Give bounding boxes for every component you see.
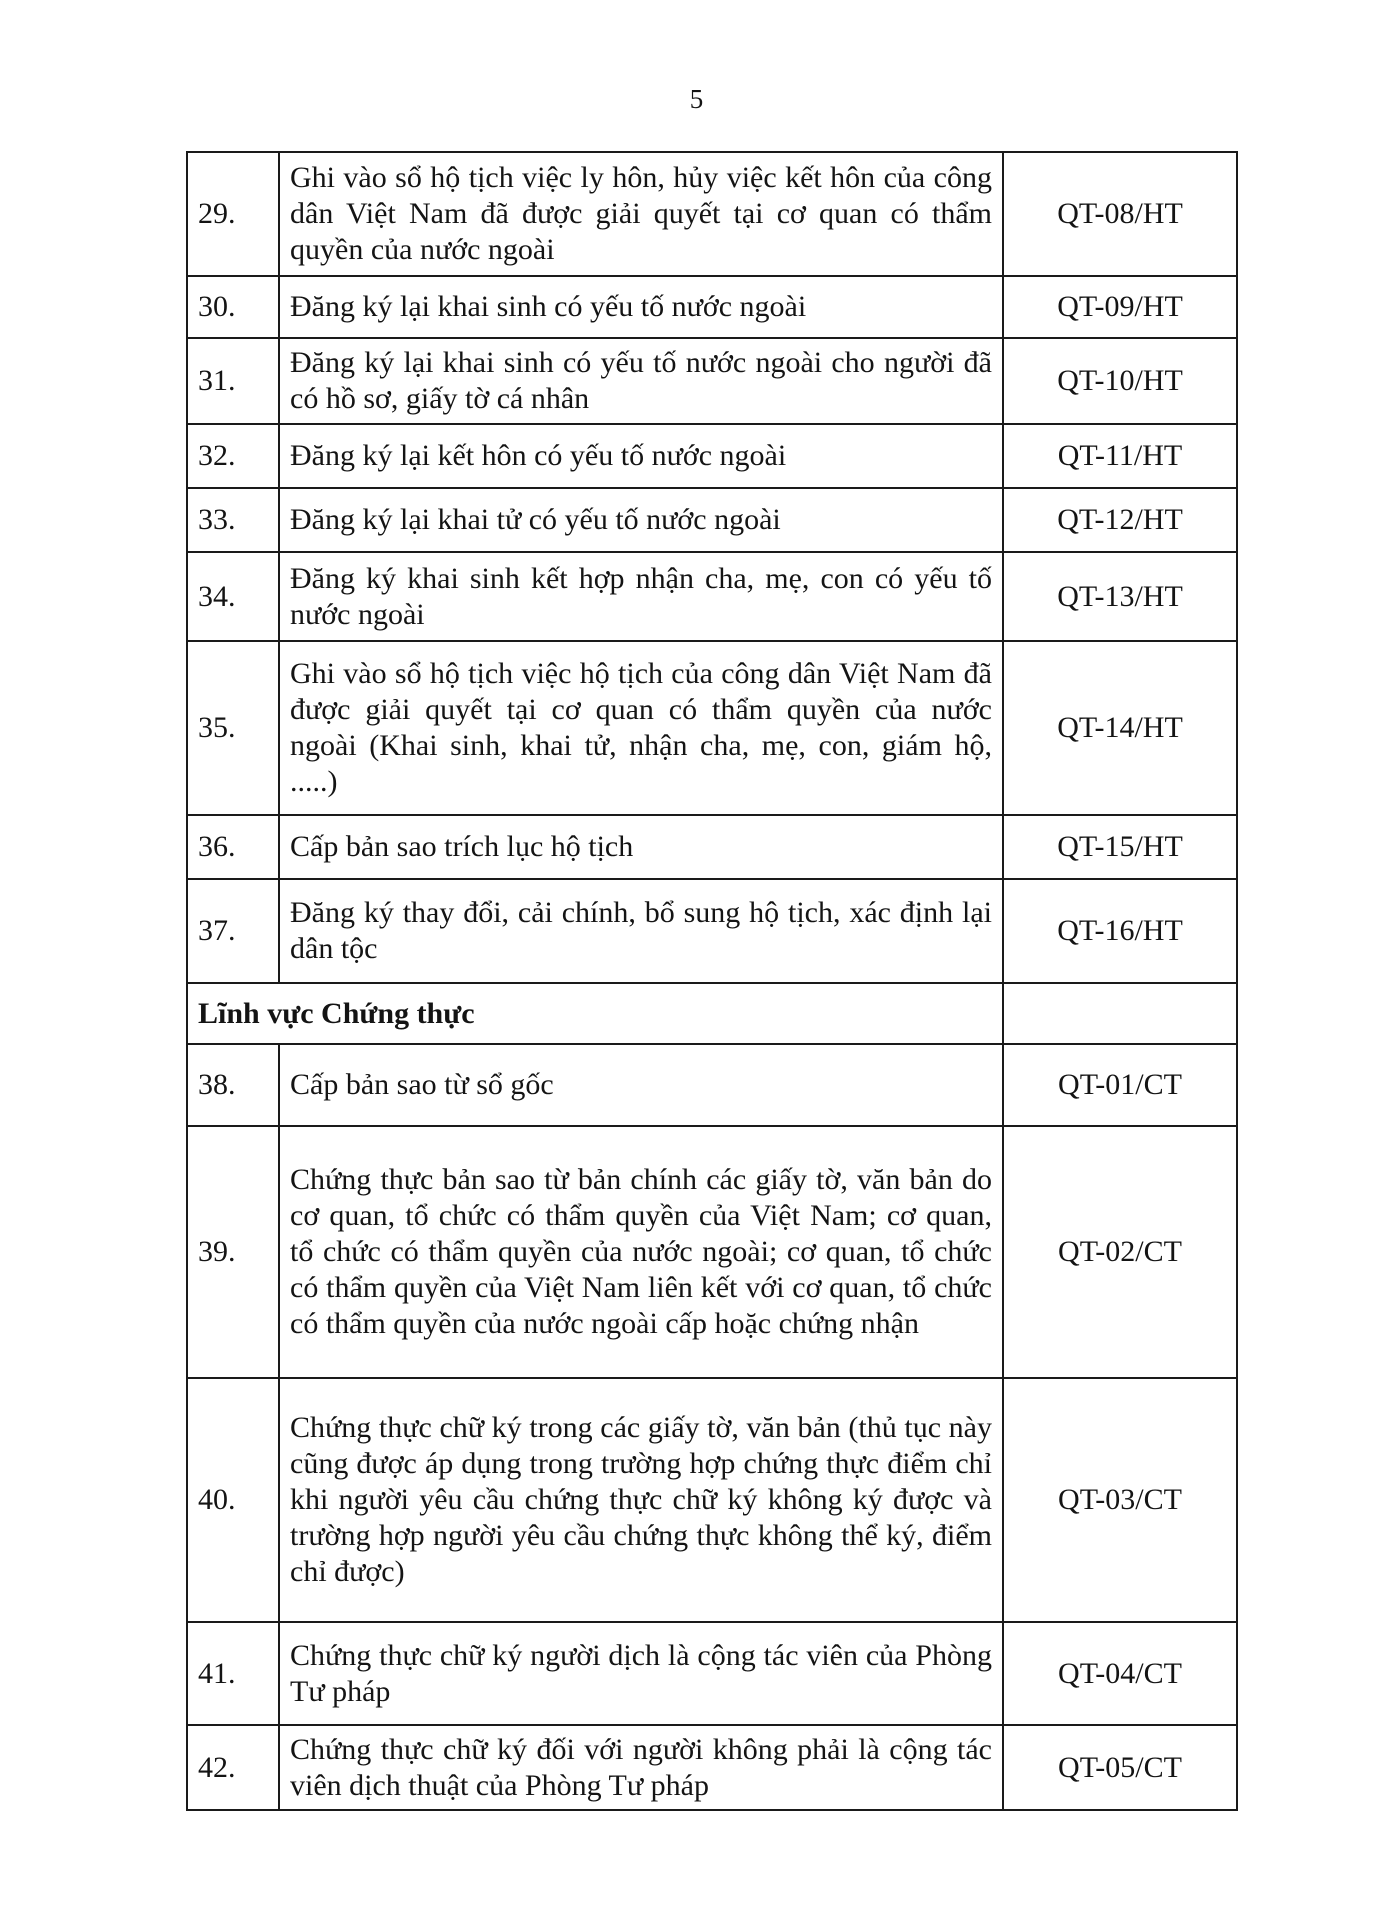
procedure-table [186, 151, 1238, 1811]
procedure-code: QT-15/HT [1003, 815, 1237, 879]
procedure-name: Chứng thực bản sao từ bản chính các giấy tờ, văn bản do cơ quan, tổ chức có thẩm quyền của Việt Nam; cơ quan, tổ chức có thẩm quyền của nước ngoài; cơ quan, tổ chức có thẩm quyền của Việt Nam liên kết với cơ quan, tổ chức có thẩm quyền của nước ngoài cấp hoặc chứng nhận [279, 1126, 1003, 1378]
table-row [187, 1126, 1237, 1378]
table-row [187, 1044, 1237, 1126]
procedure-name: Đăng ký lại kết hôn có yếu tố nước ngoài [279, 424, 1003, 488]
procedure-code: QT-16/HT [1003, 879, 1237, 983]
procedure-code: QT-04/CT [1003, 1622, 1237, 1725]
procedure-code: QT-12/HT [1003, 488, 1237, 552]
row-number: 32. [187, 424, 279, 488]
row-number: 37. [187, 879, 279, 983]
procedure-name: Chứng thực chữ ký đối với người không phải là cộng tác viên dịch thuật của Phòng Tư pháp [279, 1725, 1003, 1810]
page-number: 5 [689, 84, 704, 114]
table-row [187, 1725, 1237, 1810]
row-number: 31. [187, 338, 279, 424]
procedure-code: QT-13/HT [1003, 552, 1237, 641]
table-row [187, 552, 1237, 641]
procedure-code: QT-02/CT [1003, 1126, 1237, 1378]
table-row [187, 641, 1237, 815]
row-number: 34. [187, 552, 279, 641]
procedure-code: QT-09/HT [1003, 276, 1237, 338]
row-number: 40. [187, 1378, 279, 1622]
procedure-name: Ghi vào sổ hộ tịch việc ly hôn, hủy việc kết hôn của công dân Việt Nam đã được giải quyết tại cơ quan có thẩm quyền của nước ngoài [279, 152, 1003, 276]
procedure-name: Ghi vào sổ hộ tịch việc hộ tịch của công dân Việt Nam đã được giải quyết tại cơ quan có thẩm quyền của nước ngoài (Khai sinh, khai tử, nhận cha, mẹ, con, giám hộ, .....) [279, 641, 1003, 815]
procedure-code: QT-08/HT [1003, 152, 1237, 276]
table-row [187, 1622, 1237, 1725]
table-row [187, 338, 1237, 424]
table-row [187, 152, 1237, 276]
procedure-name: Đăng ký lại khai sinh có yếu tố nước ngoài cho người đã có hồ sơ, giấy tờ cá nhân [279, 338, 1003, 424]
procedure-name: Đăng ký lại khai sinh có yếu tố nước ngoài [279, 276, 1003, 338]
procedure-code: QT-05/CT [1003, 1725, 1237, 1810]
row-number: 39. [187, 1126, 279, 1378]
procedure-name: Cấp bản sao trích lục hộ tịch [279, 815, 1003, 879]
procedure-code: QT-01/CT [1003, 1044, 1237, 1126]
procedure-code: QT-10/HT [1003, 338, 1237, 424]
table-row [187, 879, 1237, 983]
procedure-name: Cấp bản sao từ sổ gốc [279, 1044, 1003, 1126]
row-number: 41. [187, 1622, 279, 1725]
table-row [187, 276, 1237, 338]
procedure-code: QT-14/HT [1003, 641, 1237, 815]
section-row [187, 983, 1237, 1044]
table-row [187, 424, 1237, 488]
procedure-name: Đăng ký khai sinh kết hợp nhận cha, mẹ, con có yếu tố nước ngoài [279, 552, 1003, 641]
row-number: 33. [187, 488, 279, 552]
procedure-name: Chứng thực chữ ký người dịch là cộng tác viên của Phòng Tư pháp [279, 1622, 1003, 1725]
row-number: 42. [187, 1725, 279, 1810]
procedure-name: Đăng ký thay đổi, cải chính, bổ sung hộ tịch, xác định lại dân tộc [279, 879, 1003, 983]
row-number: 38. [187, 1044, 279, 1126]
section-code-empty [1003, 983, 1237, 1044]
procedure-name: Chứng thực chữ ký trong các giấy tờ, văn bản (thủ tục này cũng được áp dụng trong trường hợp chứng thực điểm chỉ khi người yêu cầu chứng thực chữ ký không ký được và trường hợp người yêu cầu chứng thực không thể ký, điểm chỉ được) [279, 1378, 1003, 1622]
procedure-code: QT-11/HT [1003, 424, 1237, 488]
row-number: 35. [187, 641, 279, 815]
row-number: 36. [187, 815, 279, 879]
table-row [187, 488, 1237, 552]
procedure-name: Đăng ký lại khai tử có yếu tố nước ngoài [279, 488, 1003, 552]
table-row [187, 815, 1237, 879]
table-row [187, 1378, 1237, 1622]
row-number: 29. [187, 152, 279, 276]
procedure-code: QT-03/CT [1003, 1378, 1237, 1622]
section-title: Lĩnh vực Chứng thực [187, 983, 1003, 1044]
row-number: 30. [187, 276, 279, 338]
